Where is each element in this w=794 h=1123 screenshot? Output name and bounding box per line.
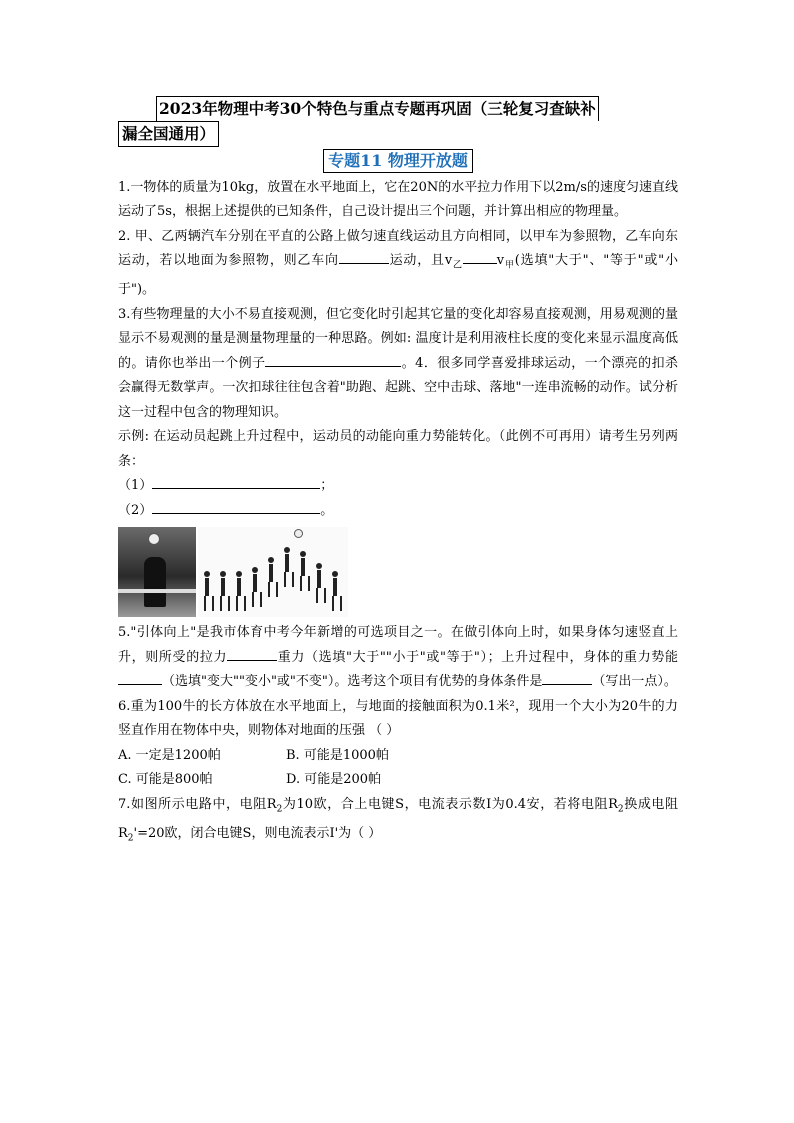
answer-blank	[118, 670, 162, 685]
answer-blank	[339, 249, 389, 264]
ball-icon	[294, 529, 303, 538]
question-5: 5."引体向上"是我市体育中考今年新增的可选项目之一。在做引体向上时，如果身体匀速竖直上升，则所受的拉力 重力（选填"大于""小于"或"等于"）；上升过程中，身体的重力势能（选填"变大""变小"或"不变"）。选考这个项目有优势的身体条件是 （写出一点）。	[118, 625, 678, 690]
question-4-example: 示例: 在运动员起跳上升过程中，运动员的动能向重力势能转化。（此例不可再用）请考生另列两条：	[118, 429, 678, 469]
option-b: B. 可能是1000帕	[286, 747, 389, 763]
option-d: D. 可能是200帕	[286, 772, 382, 788]
question-6-options-row-1	[118, 744, 678, 769]
volleyball-figures	[118, 527, 678, 617]
question-2: 2. 甲、乙两辆汽车分别在平直的公路上做匀速直线运动且方向相同，以甲车为参照物，乙车向东运动，若以地面为参照物，则乙车向 运动，且$v_乙$ $v_甲$(选填"大于"、"等于"或"小于")。	[118, 228, 678, 298]
document-page	[118, 96, 678, 851]
spike-sequence-drawing	[198, 527, 348, 617]
ball-icon	[148, 533, 160, 545]
question-6: 6.重为100牛的长方体放在水平地面上，与地面的接触面积为0.1米²，现用一个大小为20牛的力竖直作用在物体中央，则物体对地面的压强 （ ）	[118, 698, 678, 739]
question-4-item-1: （1） ；	[118, 474, 678, 499]
volleyball-photo	[118, 527, 196, 617]
question-3-4: 3.有些物理量的大小不易直接观测，但它变化时引起其它量的变化却容易直接观测，用易观测的量显示不易观测的量是测量物理量的一种思路。例如: 温度计是利用液柱长度的变化来显示温度高低的。请你也举出一个例子 。4．很多同学喜爱排球运动，一个漂亮的扣杀会赢得无数掌声。一次扣球往往包含着"助跑、起跳、空中击球、落地"一连串流畅的动作。试分析这一过程中包含的物理知识。	[118, 306, 678, 420]
option-c: C. 可能是800帕	[118, 772, 213, 788]
title-line-2: 漏全国通用）	[118, 121, 219, 147]
question-6-options-row-2	[118, 768, 678, 793]
option-a: A. 一定是1200帕	[118, 747, 221, 763]
answer-blank	[152, 499, 320, 514]
answer-blank	[463, 249, 497, 264]
topic-subtitle: 专题11 物理开放题	[323, 149, 473, 173]
answer-blank	[265, 352, 401, 367]
answer-blank	[227, 646, 277, 661]
answer-blank	[152, 474, 320, 489]
document-title	[122, 96, 672, 147]
question-7: 7.如图所示电路中，电阻$R_2$为10欧，合上电键S，电流表示数I为0.4安，若将电阻$R_2$换成电阻$R_2'=20$欧，闭合电键S，则电流表示I'为（ ）	[118, 796, 678, 844]
question-4-item-2: （2） 。	[118, 499, 678, 524]
answer-blank	[542, 670, 592, 685]
title-line-1: 2023年物理中考30个特色与重点专题再巩固（三轮复习查缺补	[156, 96, 599, 121]
question-1: 1.一物体的质量为10kg，放置在水平地面上，它在20N的水平拉力作用下以2m/s的速度匀速直线运动了5s，根据上述提供的已知条件，自己设计提出三个问题，并计算出相应的物理量。	[118, 179, 678, 219]
